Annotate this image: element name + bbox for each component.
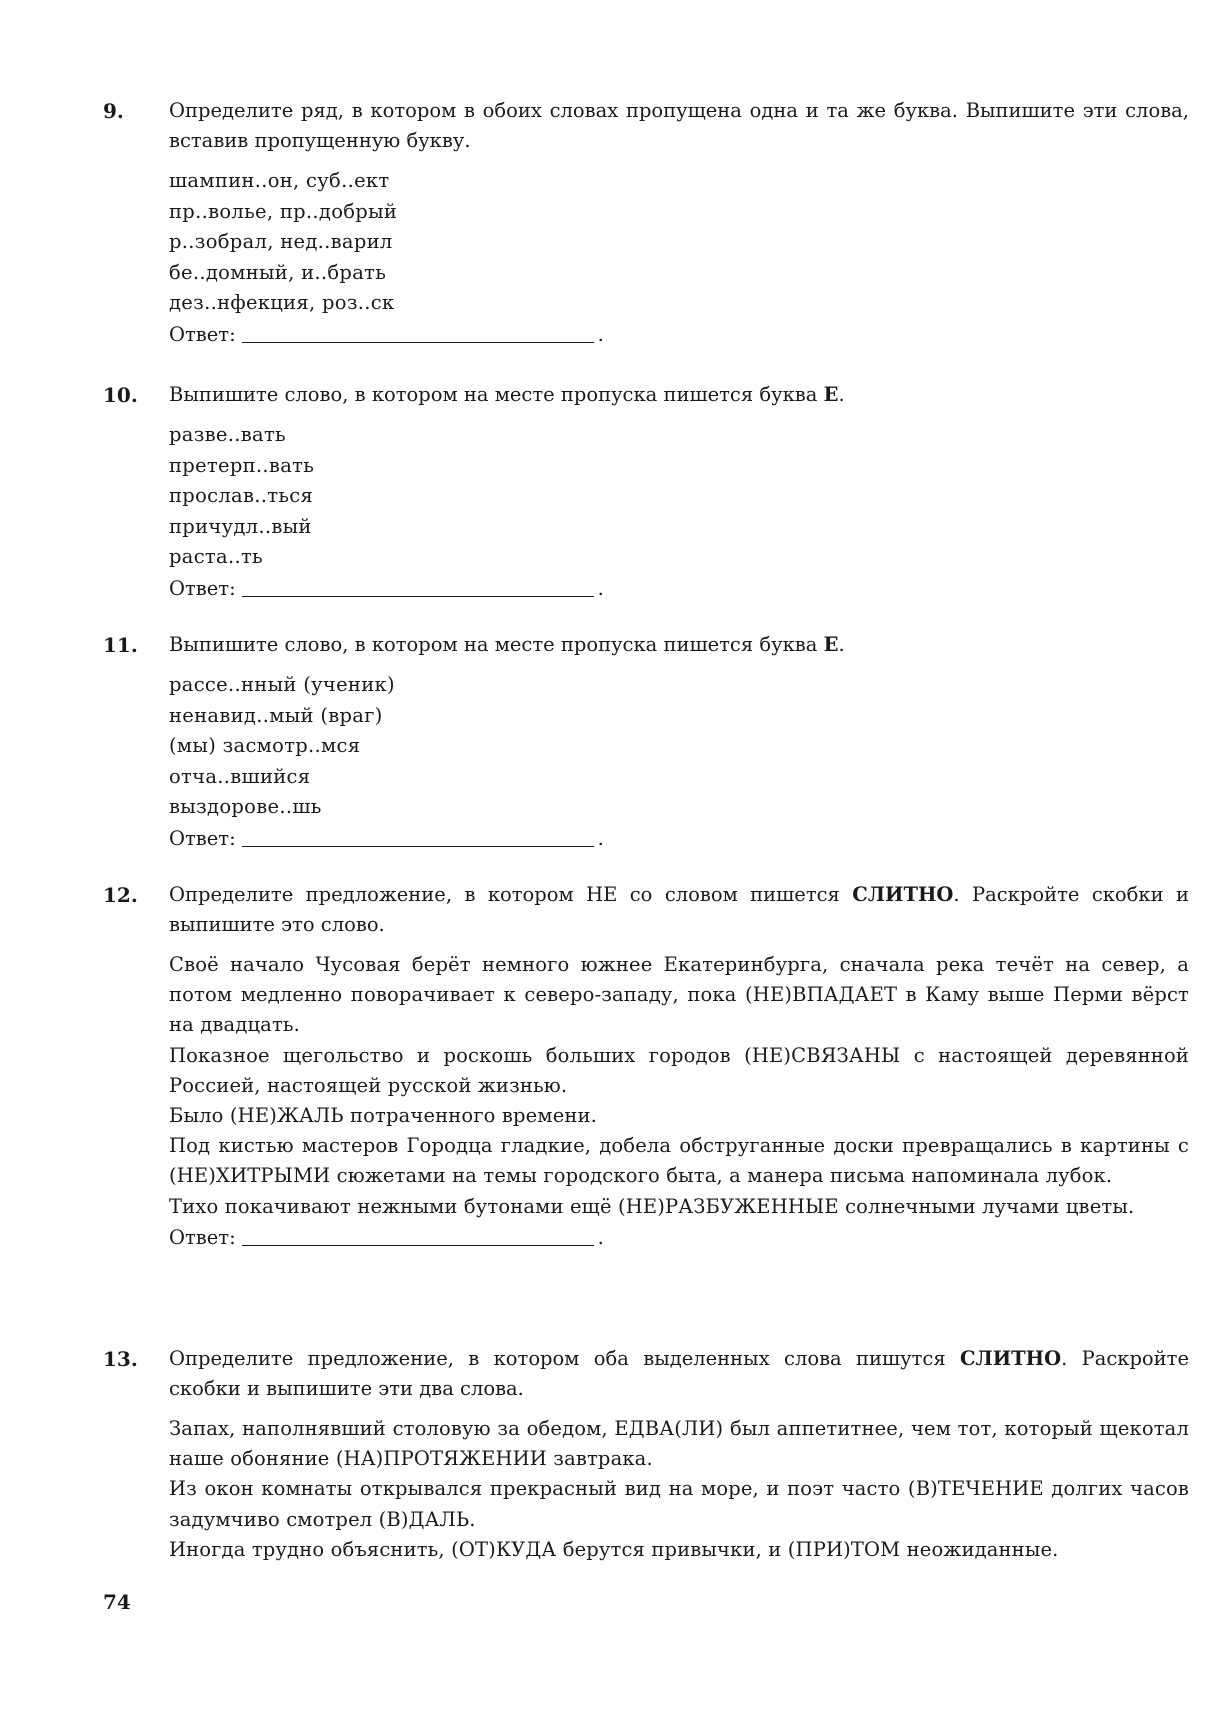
option-item: выздорове..шь bbox=[169, 795, 322, 818]
option-item: претерп..вать bbox=[169, 453, 315, 477]
task-number: 12. bbox=[103, 883, 138, 907]
sentence: Иногда трудно объяснить, (ОТ)КУДА берутся привычки, и (ПРИ)ТОМ неожиданные. bbox=[169, 1537, 1059, 1561]
sentence: Показное щегольство и роскошь больших городов (НЕ)СВЯЗАНЫ с настоящей деревянной Россией, настоящей русской жизнью. bbox=[169, 1043, 1189, 1097]
option-item: шампин..он, суб..ект bbox=[169, 169, 390, 192]
option-list bbox=[169, 420, 1189, 573]
sentence: Тихо покачивают нежными бутонами ещё (НЕ)РАЗБУЖЕННЫЕ солнечными лучами цветы. bbox=[169, 1194, 1135, 1218]
answer-line[interactable] bbox=[242, 595, 594, 597]
task-question: Определите ряд, в котором в обоих словах пропущена одна и та же буква. Выпишите эти слова, вставив пропущенную букву. bbox=[169, 99, 1189, 152]
answer-label: Ответ: bbox=[169, 1225, 236, 1249]
task-question: Определите предложение, в котором НЕ со словом пишется СЛИТНО. Раскройте скобки и выпишите это слово. bbox=[169, 883, 1190, 936]
answer-line[interactable] bbox=[242, 1244, 594, 1246]
answer-row: Ответ: . bbox=[169, 823, 1189, 855]
sentence: Под кистью мастеров Городца гладкие, добела обструганные доски превращались в картины с (НЕ)ХИТРЫМИ сюжетами на темы городского быта, а манера письма напоминала лубок. bbox=[169, 1134, 1189, 1188]
option-item: дез..нфекция, роз..ск bbox=[169, 291, 395, 314]
option-item: прослав..ться bbox=[169, 484, 314, 507]
page-number: 74 bbox=[103, 1590, 131, 1614]
answer-label: Ответ: bbox=[169, 826, 236, 850]
option-item: рассе..нный (ученик) bbox=[169, 673, 395, 696]
sentence: Из окон комнаты открывался прекрасный вид на море, и поэт часто (В)ТЕЧЕНИЕ долгих часов задумчиво смотрел (В)ДАЛЬ. bbox=[169, 1477, 1189, 1531]
option-item: пр..волье, пр..добрый bbox=[169, 199, 398, 223]
option-item: р..зобрал, нед..варил bbox=[169, 230, 393, 253]
task-question: Выпишите слово, в котором на месте пропуска пишется буква Е. bbox=[169, 383, 845, 406]
task-question: Определите предложение, в котором оба выделенных слова пишутся СЛИТНО. Раскройте скобки и выпишите эти два слова. bbox=[169, 1347, 1189, 1400]
task-number: 10. bbox=[103, 383, 138, 407]
sentence: Было (НЕ)ЖАЛЬ потраченного времени. bbox=[169, 1104, 598, 1128]
option-item: причудл..вый bbox=[169, 514, 312, 538]
sentence: Запах, наполнявший столовую за обедом, ЕДВА(ЛИ) был аппетитнее, чем тот, который щекотал наше обоняние (НА)ПРОТЯЖЕНИИ завтрака. bbox=[169, 1417, 1189, 1471]
option-item: ненавид..мый (враг) bbox=[169, 703, 383, 727]
answer-row: Ответ: . bbox=[169, 573, 1189, 605]
task-number: 13. bbox=[103, 1347, 138, 1371]
option-item: отча..вшийся bbox=[169, 764, 311, 788]
answer-row: Ответ: . bbox=[169, 1222, 1189, 1254]
answer-row: Ответ: . bbox=[169, 319, 1189, 351]
option-item: разве..вать bbox=[169, 423, 286, 446]
task-number: 9. bbox=[103, 99, 124, 123]
task-question: Выпишите слово, в котором на месте пропуска пишется буква Е. bbox=[169, 633, 845, 656]
option-item: раста..ть bbox=[169, 545, 263, 568]
sentence: Своё начало Чусовая берёт немного южнее Екатеринбурга, сначала река течёт на север, а потом медленно поворачивает к северо-западу, пока (НЕ)ВПАДАЕТ в Каму выше Перми вёрст на двадцать. bbox=[169, 953, 1189, 1037]
answer-label: Ответ: bbox=[169, 322, 236, 346]
answer-label: Ответ: bbox=[169, 576, 236, 600]
option-list bbox=[169, 166, 1189, 319]
task-number: 11. bbox=[103, 633, 138, 657]
option-list bbox=[169, 670, 1189, 823]
answer-line[interactable] bbox=[242, 845, 594, 847]
option-item: бе..домный, и..брать bbox=[169, 260, 387, 284]
option-item: (мы) засмотр..мся bbox=[169, 734, 361, 757]
answer-line[interactable] bbox=[242, 341, 594, 343]
